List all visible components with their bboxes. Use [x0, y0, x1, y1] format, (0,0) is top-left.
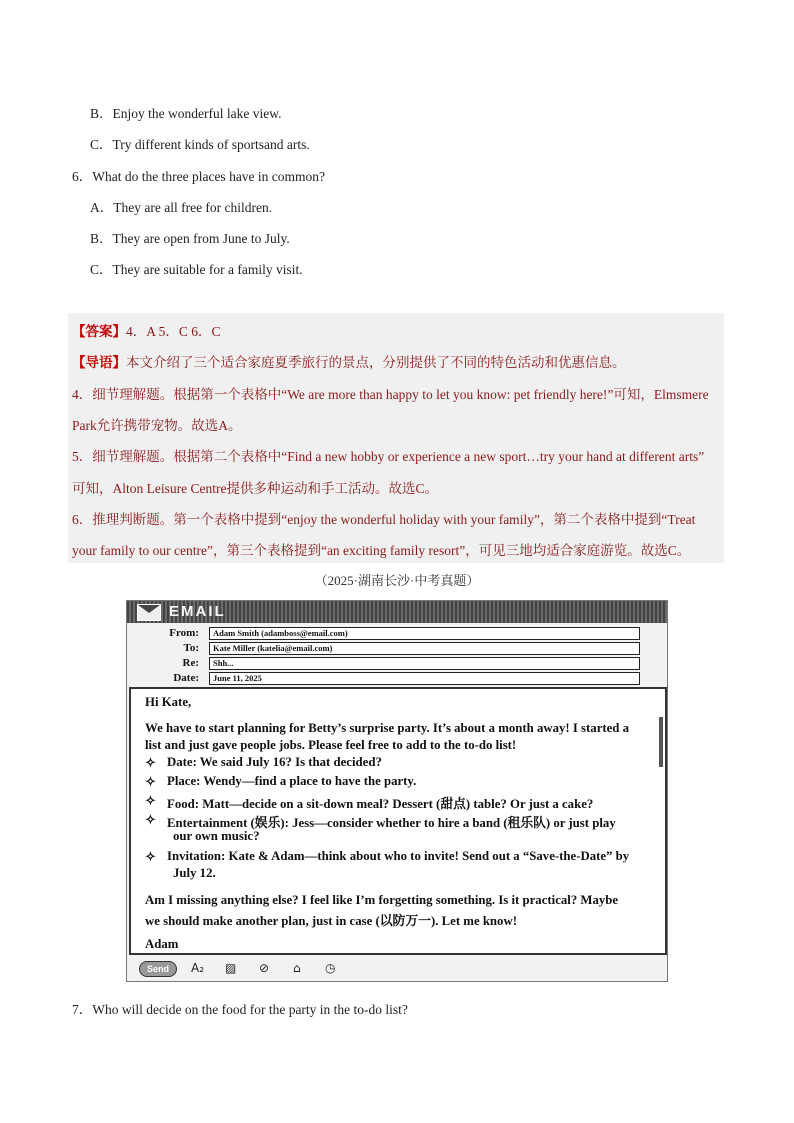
greeting: Hi Kate, [145, 695, 192, 709]
todo-entertainment: Entertainment (娱乐): Jess—consider whether to hire a band (租乐队) or just play [167, 816, 616, 830]
answer-guide: 【导语】本文介绍了三个适合家庭夏季旅行的景点，分别提供了不同的特色活动和优惠信息。 [72, 355, 626, 370]
option-5c: C．Try different kinds of sportsand arts. [90, 137, 310, 152]
attachment-icon[interactable]: ⊘ [259, 961, 270, 975]
email-body[interactable] [129, 687, 667, 955]
explanation-5-line2: 可知，Alton Leisure Centre提供多种运动和手工活动。故选C。 [72, 481, 438, 496]
date-label: Date: [173, 672, 199, 684]
date-field[interactable]: June 11, 2025 [209, 672, 640, 685]
scrollbar[interactable] [659, 717, 663, 767]
question-6: 6．What do the three places have in common? [72, 169, 326, 184]
bullet-icon: ✧ [145, 774, 156, 789]
save-icon[interactable]: ⌂ [293, 961, 301, 975]
explanation-5-line1: 5．细节理解题。根据第二个表格中“Find a new hobby or experience a new sport…try your hand at different arts” [72, 449, 705, 464]
email-title: EMAIL [169, 603, 226, 620]
envelope-icon [137, 604, 161, 621]
question-7: 7．Who will decide on the food for the party in the to-do list? [72, 1002, 408, 1017]
from-label: From: [169, 627, 199, 639]
from-field[interactable]: Adam Smith (adamboss@email.com) [209, 627, 640, 640]
subject-field[interactable]: Shh... [209, 657, 640, 670]
paragraph-1-line2: list and just gave people jobs. Please feel free to add to the to-do list! [145, 738, 517, 752]
to-label: To: [183, 642, 199, 654]
re-label: Re: [182, 657, 199, 669]
paragraph-2-line1: Am I missing anything else? I feel like I’m forgetting something. Is it practical? Maybe [145, 893, 619, 907]
text-format-icon[interactable]: A₂ [191, 961, 205, 975]
explanation-4-line2: Park允许携带宠物。故选A。 [72, 418, 242, 433]
bullet-icon: ✧ [145, 755, 156, 770]
option-5b: B．Enjoy the wonderful lake view. [90, 106, 282, 121]
source-label: （2025·湖南长沙·中考真题） [314, 573, 480, 588]
option-6c: C．They are suitable for a family visit. [90, 262, 303, 277]
email-title-bar [127, 601, 667, 623]
explanation-6-line1: 6．推理判断题。第一个表格中提到“enjoy the wonderful holiday with your family”，第二个表格中提到“Treat [72, 512, 696, 527]
image-icon[interactable]: ▨ [225, 961, 237, 975]
explanation-6-line2: your family to our centre”，第三个表格提到“an exciting family resort”，可见三地均适合家庭游览。故选C。 [72, 543, 691, 558]
answer-keys: 【答案】4．A 5．C 6．C [72, 324, 221, 339]
signature: Adam [145, 937, 179, 951]
to-field[interactable]: Kate Miller (katelia@email.com) [209, 642, 640, 655]
option-6b: B．They are open from June to July. [90, 231, 290, 246]
clock-icon[interactable]: ◷ [325, 961, 336, 975]
todo-place: Place: Wendy—find a place to have the party. [167, 774, 417, 788]
bullet-icon: ✧ [145, 849, 156, 864]
todo-invitation: Invitation: Kate & Adam—think about who to invite! Send out a “Save-the-Date” by [167, 849, 630, 863]
email-image [126, 600, 668, 982]
todo-invitation-cont: July 12. [173, 866, 216, 880]
todo-entertainment-cont: our own music? [173, 829, 260, 843]
option-6a: A．They are all free for children. [90, 200, 273, 215]
explanation-4-line1: 4．细节理解题。根据第一个表格中“We are more than happy to let you know: pet friendly here!”可知，Elmsmere [72, 387, 709, 402]
paragraph-1-line1: We have to start planning for Betty’s surprise party. It’s about a month away! I started a [145, 721, 630, 735]
bullet-icon: ✧ [145, 793, 156, 808]
todo-food: Food: Matt—decide on a sit-down meal? Dessert (甜点) table? Or just a cake? [167, 797, 594, 811]
bullet-icon: ✧ [145, 812, 156, 827]
todo-date: Date: We said July 16? Is that decided? [167, 755, 382, 769]
send-button[interactable]: Send [139, 961, 177, 977]
paragraph-2-line2: we should make another plan, just in case (以防万一). Let me know! [145, 914, 517, 928]
